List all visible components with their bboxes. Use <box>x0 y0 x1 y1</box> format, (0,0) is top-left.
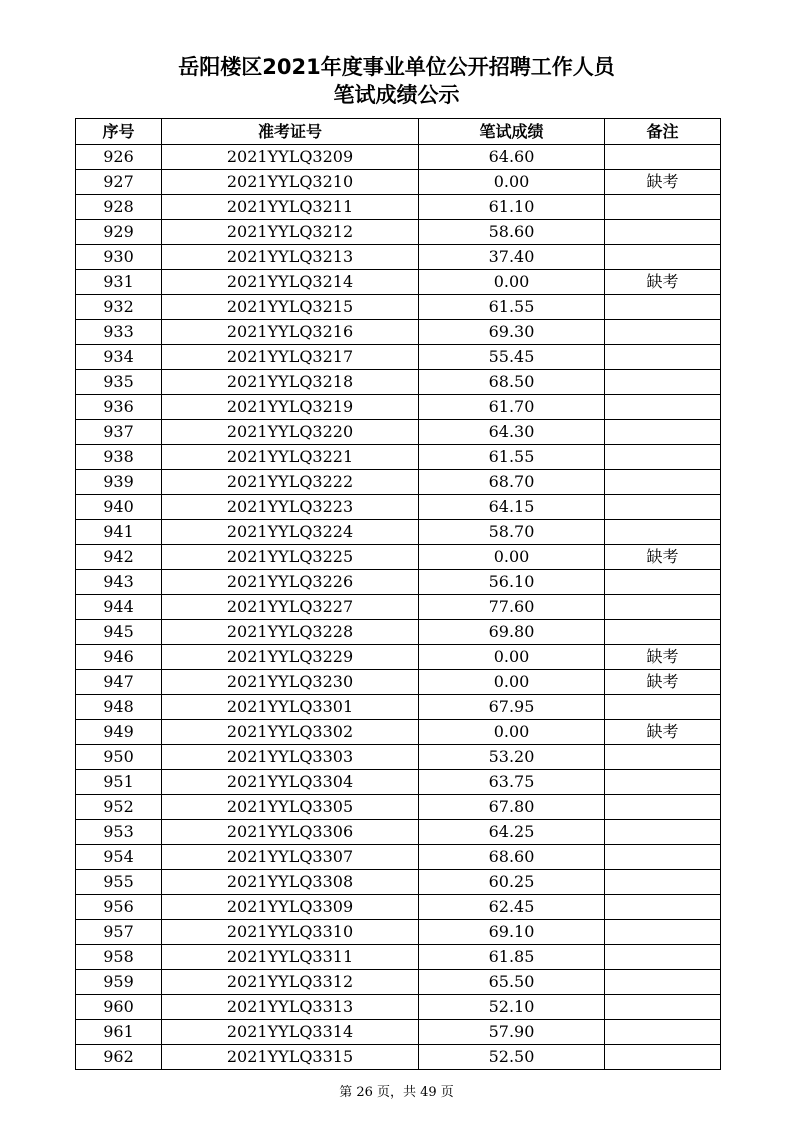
cell-ticket-number: 2021YYLQ3301 <box>162 695 419 720</box>
cell-serial: 945 <box>76 620 162 645</box>
cell-written-score: 69.80 <box>419 620 605 645</box>
cell-serial: 931 <box>76 270 162 295</box>
cell-written-score: 61.55 <box>419 445 605 470</box>
scores-table <box>75 118 721 1070</box>
cell-serial: 948 <box>76 695 162 720</box>
cell-written-score: 0.00 <box>419 670 605 695</box>
cell-remarks <box>605 570 721 595</box>
cell-written-score: 61.85 <box>419 945 605 970</box>
cell-written-score: 69.10 <box>419 920 605 945</box>
cell-written-score: 37.40 <box>419 245 605 270</box>
table-row <box>76 520 721 545</box>
table-row <box>76 545 721 570</box>
cell-serial: 938 <box>76 445 162 470</box>
cell-serial: 949 <box>76 720 162 745</box>
cell-ticket-number: 2021YYLQ3210 <box>162 170 419 195</box>
table-header-row <box>76 119 721 145</box>
cell-written-score: 69.30 <box>419 320 605 345</box>
cell-written-score: 67.95 <box>419 695 605 720</box>
cell-ticket-number: 2021YYLQ3230 <box>162 670 419 695</box>
cell-written-score: 61.10 <box>419 195 605 220</box>
cell-written-score: 58.70 <box>419 520 605 545</box>
cell-serial: 942 <box>76 545 162 570</box>
table-row <box>76 1020 721 1045</box>
cell-serial: 933 <box>76 320 162 345</box>
cell-ticket-number: 2021YYLQ3304 <box>162 770 419 795</box>
cell-remarks: 缺考 <box>605 270 721 295</box>
table-row <box>76 270 721 295</box>
table-row <box>76 220 721 245</box>
cell-remarks <box>605 470 721 495</box>
table-body <box>76 145 721 1070</box>
cell-remarks <box>605 445 721 470</box>
cell-ticket-number: 2021YYLQ3225 <box>162 545 419 570</box>
cell-serial: 952 <box>76 795 162 820</box>
cell-remarks <box>605 420 721 445</box>
cell-ticket-number: 2021YYLQ3223 <box>162 495 419 520</box>
cell-remarks <box>605 770 721 795</box>
table-row <box>76 695 721 720</box>
cell-ticket-number: 2021YYLQ3227 <box>162 595 419 620</box>
cell-written-score: 61.55 <box>419 295 605 320</box>
table-row <box>76 195 721 220</box>
cell-ticket-number: 2021YYLQ3222 <box>162 470 419 495</box>
table-row <box>76 445 721 470</box>
header-ticket-number: 准考证号 <box>162 119 419 145</box>
header-serial: 序号 <box>76 119 162 145</box>
cell-ticket-number: 2021YYLQ3311 <box>162 945 419 970</box>
cell-remarks <box>605 1020 721 1045</box>
cell-ticket-number: 2021YYLQ3218 <box>162 370 419 395</box>
cell-ticket-number: 2021YYLQ3313 <box>162 995 419 1020</box>
cell-serial: 957 <box>76 920 162 945</box>
cell-remarks <box>605 970 721 995</box>
cell-ticket-number: 2021YYLQ3307 <box>162 845 419 870</box>
cell-ticket-number: 2021YYLQ3212 <box>162 220 419 245</box>
cell-remarks <box>605 395 721 420</box>
cell-remarks: 缺考 <box>605 720 721 745</box>
cell-remarks <box>605 870 721 895</box>
cell-serial: 941 <box>76 520 162 545</box>
cell-serial: 928 <box>76 195 162 220</box>
cell-ticket-number: 2021YYLQ3305 <box>162 795 419 820</box>
cell-remarks <box>605 920 721 945</box>
cell-serial: 954 <box>76 845 162 870</box>
table-row <box>76 245 721 270</box>
table-row <box>76 895 721 920</box>
cell-written-score: 58.60 <box>419 220 605 245</box>
cell-remarks <box>605 820 721 845</box>
header-written-score: 笔试成绩 <box>419 119 605 145</box>
cell-written-score: 56.10 <box>419 570 605 595</box>
cell-remarks <box>605 220 721 245</box>
cell-serial: 958 <box>76 945 162 970</box>
cell-ticket-number: 2021YYLQ3219 <box>162 395 419 420</box>
table-row <box>76 795 721 820</box>
cell-ticket-number: 2021YYLQ3215 <box>162 295 419 320</box>
cell-written-score: 64.30 <box>419 420 605 445</box>
table-row <box>76 495 721 520</box>
cell-ticket-number: 2021YYLQ3308 <box>162 870 419 895</box>
cell-serial: 953 <box>76 820 162 845</box>
table-row <box>76 920 721 945</box>
cell-serial: 930 <box>76 245 162 270</box>
table-row <box>76 995 721 1020</box>
cell-written-score: 62.45 <box>419 895 605 920</box>
cell-ticket-number: 2021YYLQ3229 <box>162 645 419 670</box>
cell-written-score: 77.60 <box>419 595 605 620</box>
cell-remarks: 缺考 <box>605 545 721 570</box>
cell-serial: 926 <box>76 145 162 170</box>
table-row <box>76 295 721 320</box>
table-row <box>76 370 721 395</box>
cell-ticket-number: 2021YYLQ3217 <box>162 345 419 370</box>
cell-remarks <box>605 320 721 345</box>
cell-remarks <box>605 595 721 620</box>
cell-remarks <box>605 845 721 870</box>
cell-written-score: 55.45 <box>419 345 605 370</box>
cell-serial: 956 <box>76 895 162 920</box>
cell-serial: 937 <box>76 420 162 445</box>
table-row <box>76 170 721 195</box>
cell-ticket-number: 2021YYLQ3220 <box>162 420 419 445</box>
table-row <box>76 670 721 695</box>
cell-serial: 932 <box>76 295 162 320</box>
cell-remarks <box>605 795 721 820</box>
table-row <box>76 1045 721 1070</box>
cell-written-score: 68.50 <box>419 370 605 395</box>
cell-remarks <box>605 195 721 220</box>
table-row <box>76 945 721 970</box>
cell-remarks <box>605 895 721 920</box>
cell-remarks: 缺考 <box>605 670 721 695</box>
cell-written-score: 53.20 <box>419 745 605 770</box>
cell-remarks <box>605 695 721 720</box>
cell-serial: 939 <box>76 470 162 495</box>
cell-ticket-number: 2021YYLQ3224 <box>162 520 419 545</box>
cell-serial: 929 <box>76 220 162 245</box>
cell-serial: 934 <box>76 345 162 370</box>
cell-remarks <box>605 995 721 1020</box>
cell-serial: 962 <box>76 1045 162 1070</box>
cell-serial: 940 <box>76 495 162 520</box>
table-row <box>76 770 721 795</box>
table-row <box>76 870 721 895</box>
table-row <box>76 420 721 445</box>
cell-ticket-number: 2021YYLQ3312 <box>162 970 419 995</box>
table-row <box>76 320 721 345</box>
cell-ticket-number: 2021YYLQ3211 <box>162 195 419 220</box>
table-row <box>76 970 721 995</box>
cell-ticket-number: 2021YYLQ3309 <box>162 895 419 920</box>
cell-ticket-number: 2021YYLQ3302 <box>162 720 419 745</box>
cell-written-score: 67.80 <box>419 795 605 820</box>
cell-serial: 935 <box>76 370 162 395</box>
cell-ticket-number: 2021YYLQ3228 <box>162 620 419 645</box>
cell-serial: 947 <box>76 670 162 695</box>
cell-remarks <box>605 745 721 770</box>
table-row <box>76 570 721 595</box>
table-row <box>76 620 721 645</box>
table-row <box>76 145 721 170</box>
cell-ticket-number: 2021YYLQ3209 <box>162 145 419 170</box>
cell-ticket-number: 2021YYLQ3303 <box>162 745 419 770</box>
cell-remarks <box>605 620 721 645</box>
cell-remarks <box>605 520 721 545</box>
cell-remarks: 缺考 <box>605 645 721 670</box>
cell-ticket-number: 2021YYLQ3221 <box>162 445 419 470</box>
cell-written-score: 57.90 <box>419 1020 605 1045</box>
cell-written-score: 0.00 <box>419 270 605 295</box>
cell-serial: 936 <box>76 395 162 420</box>
cell-written-score: 60.25 <box>419 870 605 895</box>
table-row <box>76 820 721 845</box>
cell-remarks <box>605 295 721 320</box>
cell-ticket-number: 2021YYLQ3214 <box>162 270 419 295</box>
document-title: 岳阳楼区2021年度事业单位公开招聘工作人员 <box>178 55 615 79</box>
cell-written-score: 0.00 <box>419 545 605 570</box>
table-row <box>76 845 721 870</box>
cell-serial: 960 <box>76 995 162 1020</box>
cell-remarks: 缺考 <box>605 170 721 195</box>
cell-ticket-number: 2021YYLQ3314 <box>162 1020 419 1045</box>
cell-remarks <box>605 245 721 270</box>
cell-remarks <box>605 145 721 170</box>
cell-serial: 955 <box>76 870 162 895</box>
cell-written-score: 64.60 <box>419 145 605 170</box>
cell-remarks <box>605 1045 721 1070</box>
cell-written-score: 0.00 <box>419 720 605 745</box>
table-row <box>76 470 721 495</box>
cell-serial: 951 <box>76 770 162 795</box>
cell-serial: 950 <box>76 745 162 770</box>
cell-written-score: 0.00 <box>419 170 605 195</box>
cell-ticket-number: 2021YYLQ3213 <box>162 245 419 270</box>
cell-written-score: 52.10 <box>419 995 605 1020</box>
cell-ticket-number: 2021YYLQ3310 <box>162 920 419 945</box>
cell-remarks <box>605 945 721 970</box>
cell-written-score: 68.70 <box>419 470 605 495</box>
cell-serial: 946 <box>76 645 162 670</box>
cell-remarks <box>605 345 721 370</box>
cell-written-score: 63.75 <box>419 770 605 795</box>
cell-ticket-number: 2021YYLQ3306 <box>162 820 419 845</box>
cell-serial: 961 <box>76 1020 162 1045</box>
table-row <box>76 595 721 620</box>
cell-written-score: 65.50 <box>419 970 605 995</box>
cell-remarks <box>605 495 721 520</box>
table-row <box>76 395 721 420</box>
page-number: 第 26 页，共 49 页 <box>339 1085 454 1100</box>
cell-serial: 943 <box>76 570 162 595</box>
cell-written-score: 64.15 <box>419 495 605 520</box>
cell-written-score: 64.25 <box>419 820 605 845</box>
cell-serial: 959 <box>76 970 162 995</box>
table-row <box>76 345 721 370</box>
table-row <box>76 745 721 770</box>
cell-remarks <box>605 370 721 395</box>
header-remarks: 备注 <box>605 119 721 145</box>
cell-ticket-number: 2021YYLQ3226 <box>162 570 419 595</box>
cell-written-score: 0.00 <box>419 645 605 670</box>
cell-written-score: 68.60 <box>419 845 605 870</box>
document-subtitle: 笔试成绩公示 <box>333 83 460 107</box>
cell-written-score: 61.70 <box>419 395 605 420</box>
cell-serial: 927 <box>76 170 162 195</box>
cell-ticket-number: 2021YYLQ3315 <box>162 1045 419 1070</box>
cell-serial: 944 <box>76 595 162 620</box>
cell-written-score: 52.50 <box>419 1045 605 1070</box>
table-row <box>76 720 721 745</box>
table-row <box>76 645 721 670</box>
cell-ticket-number: 2021YYLQ3216 <box>162 320 419 345</box>
